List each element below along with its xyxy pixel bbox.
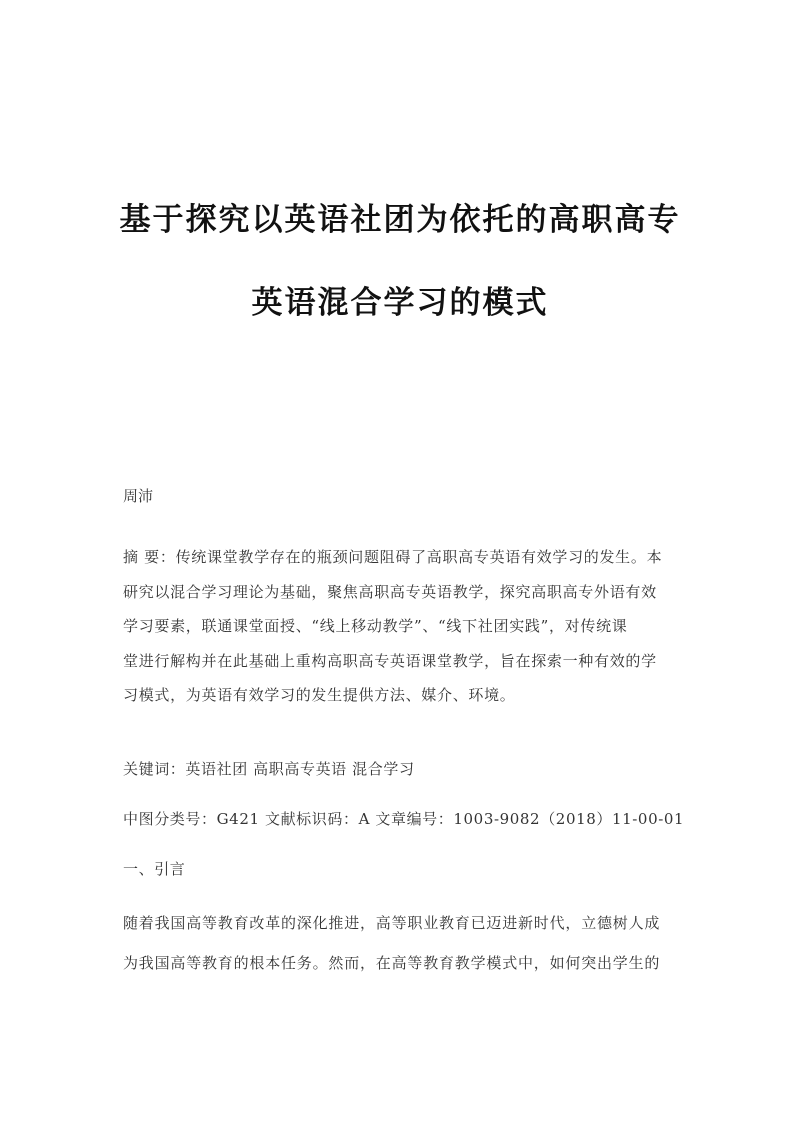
keywords-line: 关键词：英语社团 高职高专英语 混合学习 bbox=[123, 760, 415, 778]
abstract-line: 堂进行解构并在此基础上重构高职高专英语课堂教学，旨在探索一种有效的学 bbox=[123, 651, 657, 670]
abstract-paragraph bbox=[123, 540, 678, 713]
body-paragraph bbox=[123, 903, 683, 983]
paper-title-line-2: 英语混合学习的模式 bbox=[251, 285, 549, 321]
section-heading-introduction: 一、引言 bbox=[123, 860, 186, 878]
abstract-line: 摘 要：传统课堂教学存在的瓶颈问题阻碍了高职高专英语有效学习的发生。本 bbox=[123, 548, 663, 566]
author-name: 周沛 bbox=[123, 487, 154, 505]
body-line: 随着我国高等教育改革的深化推进，高等职业教育已迈进新时代，立德树人成 bbox=[123, 914, 661, 932]
abstract-line: 研究以混合学习理论为基础，聚焦高职高专英语教学，探究高职高专外语有效 bbox=[123, 582, 657, 601]
classification-line: 中图分类号：G421 文献标识码：A 文章编号：1003-9082（2018）11-00-01 bbox=[123, 810, 685, 828]
body-line: 为我国高等教育的根本任务。然而，在高等教育教学模式中，如何突出学生的 bbox=[123, 954, 661, 972]
paper-title-line-1: 基于探究以英语社团为依托的高职高专 bbox=[119, 202, 681, 238]
abstract-line: 学习要素，联通课堂面授、“线上移动教学”、“线下社团实践”，对传统课 bbox=[123, 617, 628, 635]
abstract-line: 习模式，为英语有效学习的发生提供方法、媒介、环境。 bbox=[123, 686, 516, 704]
